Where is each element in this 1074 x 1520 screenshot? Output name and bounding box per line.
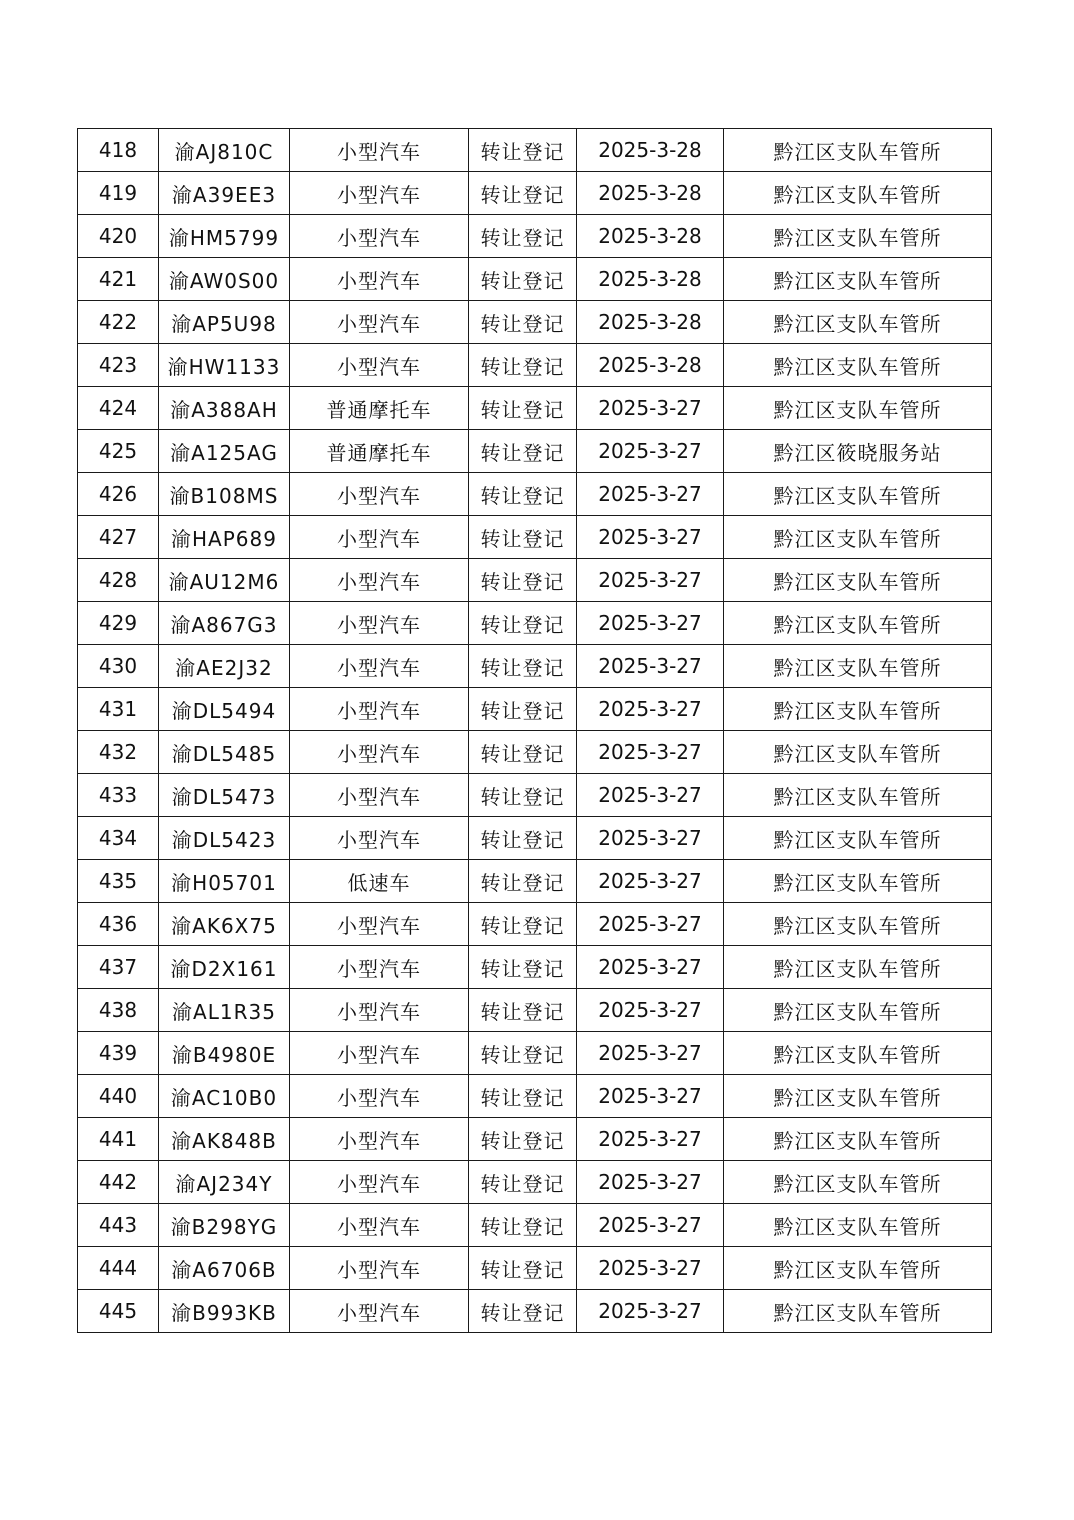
cell-plate-number: 渝A867G3 bbox=[159, 602, 290, 645]
cell-vehicle-type: 小型汽车 bbox=[290, 989, 469, 1032]
vehicle-transfer-table bbox=[77, 128, 992, 1333]
cell-plate-number: 渝DL5473 bbox=[159, 774, 290, 817]
cell-serial-number: 420 bbox=[78, 215, 159, 258]
cell-vehicle-type: 小型汽车 bbox=[290, 1075, 469, 1118]
cell-serial-number: 444 bbox=[78, 1247, 159, 1290]
cell-office: 黔江区支队车管所 bbox=[724, 1290, 992, 1333]
table-row bbox=[78, 1290, 992, 1333]
table-row bbox=[78, 215, 992, 258]
cell-business-type: 转让登记 bbox=[469, 258, 577, 301]
table-row bbox=[78, 1204, 992, 1247]
cell-plate-number: 渝D2X161 bbox=[159, 946, 290, 989]
cell-date: 2025-3-27 bbox=[577, 1290, 724, 1333]
cell-serial-number: 432 bbox=[78, 731, 159, 774]
cell-vehicle-type: 小型汽车 bbox=[290, 688, 469, 731]
cell-business-type: 转让登记 bbox=[469, 172, 577, 215]
cell-plate-number: 渝AK848B bbox=[159, 1118, 290, 1161]
cell-vehicle-type: 小型汽车 bbox=[290, 1032, 469, 1075]
cell-vehicle-type: 小型汽车 bbox=[290, 559, 469, 602]
table-row bbox=[78, 1118, 992, 1161]
cell-office: 黔江区支队车管所 bbox=[724, 946, 992, 989]
table-row bbox=[78, 1247, 992, 1290]
cell-serial-number: 443 bbox=[78, 1204, 159, 1247]
table-row bbox=[78, 258, 992, 301]
cell-office: 黔江区支队车管所 bbox=[724, 903, 992, 946]
cell-business-type: 转让登记 bbox=[469, 344, 577, 387]
cell-date: 2025-3-27 bbox=[577, 430, 724, 473]
table-row bbox=[78, 731, 992, 774]
cell-vehicle-type: 小型汽车 bbox=[290, 602, 469, 645]
cell-vehicle-type: 小型汽车 bbox=[290, 258, 469, 301]
cell-date: 2025-3-28 bbox=[577, 172, 724, 215]
cell-date: 2025-3-27 bbox=[577, 1118, 724, 1161]
table-row bbox=[78, 1075, 992, 1118]
cell-plate-number: 渝A39EE3 bbox=[159, 172, 290, 215]
cell-vehicle-type: 低速车 bbox=[290, 860, 469, 903]
table-row bbox=[78, 1161, 992, 1204]
table-body bbox=[78, 129, 992, 1333]
cell-business-type: 转让登记 bbox=[469, 817, 577, 860]
table-row bbox=[78, 602, 992, 645]
cell-serial-number: 429 bbox=[78, 602, 159, 645]
cell-date: 2025-3-27 bbox=[577, 516, 724, 559]
cell-business-type: 转让登记 bbox=[469, 860, 577, 903]
cell-serial-number: 418 bbox=[78, 129, 159, 172]
cell-business-type: 转让登记 bbox=[469, 645, 577, 688]
cell-vehicle-type: 普通摩托车 bbox=[290, 430, 469, 473]
cell-business-type: 转让登记 bbox=[469, 1161, 577, 1204]
cell-office: 黔江区支队车管所 bbox=[724, 559, 992, 602]
cell-date: 2025-3-27 bbox=[577, 903, 724, 946]
cell-vehicle-type: 小型汽车 bbox=[290, 817, 469, 860]
cell-vehicle-type: 小型汽车 bbox=[290, 1247, 469, 1290]
cell-date: 2025-3-27 bbox=[577, 860, 724, 903]
cell-date: 2025-3-28 bbox=[577, 344, 724, 387]
cell-serial-number: 439 bbox=[78, 1032, 159, 1075]
cell-plate-number: 渝B298YG bbox=[159, 1204, 290, 1247]
cell-office: 黔江区支队车管所 bbox=[724, 731, 992, 774]
cell-business-type: 转让登记 bbox=[469, 989, 577, 1032]
cell-plate-number: 渝AJ234Y bbox=[159, 1161, 290, 1204]
cell-vehicle-type: 小型汽车 bbox=[290, 473, 469, 516]
table-row bbox=[78, 1032, 992, 1075]
cell-serial-number: 421 bbox=[78, 258, 159, 301]
cell-office: 黔江区支队车管所 bbox=[724, 516, 992, 559]
cell-serial-number: 431 bbox=[78, 688, 159, 731]
cell-plate-number: 渝AU12M6 bbox=[159, 559, 290, 602]
cell-vehicle-type: 小型汽车 bbox=[290, 1161, 469, 1204]
cell-business-type: 转让登记 bbox=[469, 946, 577, 989]
cell-date: 2025-3-28 bbox=[577, 301, 724, 344]
cell-business-type: 转让登记 bbox=[469, 473, 577, 516]
cell-serial-number: 445 bbox=[78, 1290, 159, 1333]
cell-business-type: 转让登记 bbox=[469, 903, 577, 946]
cell-plate-number: 渝DL5494 bbox=[159, 688, 290, 731]
cell-vehicle-type: 小型汽车 bbox=[290, 645, 469, 688]
cell-plate-number: 渝AE2J32 bbox=[159, 645, 290, 688]
cell-plate-number: 渝AP5U98 bbox=[159, 301, 290, 344]
cell-date: 2025-3-27 bbox=[577, 946, 724, 989]
cell-date: 2025-3-27 bbox=[577, 1032, 724, 1075]
table-row bbox=[78, 860, 992, 903]
cell-date: 2025-3-27 bbox=[577, 1161, 724, 1204]
cell-office: 黔江区支队车管所 bbox=[724, 1118, 992, 1161]
cell-office: 黔江区支队车管所 bbox=[724, 129, 992, 172]
cell-date: 2025-3-27 bbox=[577, 774, 724, 817]
cell-serial-number: 437 bbox=[78, 946, 159, 989]
table-row bbox=[78, 903, 992, 946]
cell-serial-number: 424 bbox=[78, 387, 159, 430]
cell-business-type: 转让登记 bbox=[469, 387, 577, 430]
cell-serial-number: 435 bbox=[78, 860, 159, 903]
cell-business-type: 转让登记 bbox=[469, 731, 577, 774]
cell-plate-number: 渝AL1R35 bbox=[159, 989, 290, 1032]
table-row bbox=[78, 473, 992, 516]
cell-business-type: 转让登记 bbox=[469, 602, 577, 645]
cell-date: 2025-3-27 bbox=[577, 1075, 724, 1118]
cell-office: 黔江区支队车管所 bbox=[724, 989, 992, 1032]
cell-plate-number: 渝A6706B bbox=[159, 1247, 290, 1290]
cell-business-type: 转让登记 bbox=[469, 559, 577, 602]
cell-serial-number: 422 bbox=[78, 301, 159, 344]
cell-business-type: 转让登记 bbox=[469, 516, 577, 559]
cell-plate-number: 渝AW0S00 bbox=[159, 258, 290, 301]
cell-office: 黔江区支队车管所 bbox=[724, 258, 992, 301]
cell-serial-number: 438 bbox=[78, 989, 159, 1032]
cell-vehicle-type: 小型汽车 bbox=[290, 946, 469, 989]
cell-business-type: 转让登记 bbox=[469, 1204, 577, 1247]
cell-serial-number: 423 bbox=[78, 344, 159, 387]
cell-office: 黔江区支队车管所 bbox=[724, 473, 992, 516]
cell-vehicle-type: 小型汽车 bbox=[290, 903, 469, 946]
table-row bbox=[78, 516, 992, 559]
cell-office: 黔江区支队车管所 bbox=[724, 215, 992, 258]
cell-office: 黔江区支队车管所 bbox=[724, 774, 992, 817]
cell-serial-number: 436 bbox=[78, 903, 159, 946]
cell-office: 黔江区支队车管所 bbox=[724, 387, 992, 430]
table-row bbox=[78, 817, 992, 860]
cell-business-type: 转让登记 bbox=[469, 774, 577, 817]
cell-date: 2025-3-27 bbox=[577, 559, 724, 602]
cell-serial-number: 441 bbox=[78, 1118, 159, 1161]
cell-business-type: 转让登记 bbox=[469, 215, 577, 258]
cell-serial-number: 442 bbox=[78, 1161, 159, 1204]
table-row bbox=[78, 774, 992, 817]
table-row bbox=[78, 129, 992, 172]
cell-vehicle-type: 普通摩托车 bbox=[290, 387, 469, 430]
cell-date: 2025-3-27 bbox=[577, 387, 724, 430]
cell-plate-number: 渝DL5423 bbox=[159, 817, 290, 860]
cell-plate-number: 渝AK6X75 bbox=[159, 903, 290, 946]
cell-date: 2025-3-27 bbox=[577, 602, 724, 645]
cell-vehicle-type: 小型汽车 bbox=[290, 301, 469, 344]
cell-date: 2025-3-27 bbox=[577, 1204, 724, 1247]
table-row bbox=[78, 430, 992, 473]
cell-office: 黔江区支队车管所 bbox=[724, 688, 992, 731]
cell-plate-number: 渝H05701 bbox=[159, 860, 290, 903]
cell-vehicle-type: 小型汽车 bbox=[290, 1290, 469, 1333]
cell-office: 黔江区支队车管所 bbox=[724, 1247, 992, 1290]
cell-office: 黔江区支队车管所 bbox=[724, 301, 992, 344]
table-row bbox=[78, 989, 992, 1032]
cell-business-type: 转让登记 bbox=[469, 1247, 577, 1290]
cell-business-type: 转让登记 bbox=[469, 688, 577, 731]
cell-business-type: 转让登记 bbox=[469, 1118, 577, 1161]
table-row bbox=[78, 387, 992, 430]
cell-date: 2025-3-27 bbox=[577, 688, 724, 731]
cell-office: 黔江区筱晓服务站 bbox=[724, 430, 992, 473]
cell-serial-number: 425 bbox=[78, 430, 159, 473]
cell-office: 黔江区支队车管所 bbox=[724, 1161, 992, 1204]
cell-plate-number: 渝A388AH bbox=[159, 387, 290, 430]
cell-office: 黔江区支队车管所 bbox=[724, 172, 992, 215]
cell-plate-number: 渝B4980E bbox=[159, 1032, 290, 1075]
cell-plate-number: 渝AJ810C bbox=[159, 129, 290, 172]
cell-office: 黔江区支队车管所 bbox=[724, 817, 992, 860]
cell-plate-number: 渝HW1133 bbox=[159, 344, 290, 387]
cell-vehicle-type: 小型汽车 bbox=[290, 129, 469, 172]
cell-business-type: 转让登记 bbox=[469, 301, 577, 344]
cell-business-type: 转让登记 bbox=[469, 129, 577, 172]
cell-business-type: 转让登记 bbox=[469, 1290, 577, 1333]
cell-office: 黔江区支队车管所 bbox=[724, 1032, 992, 1075]
cell-serial-number: 433 bbox=[78, 774, 159, 817]
cell-office: 黔江区支队车管所 bbox=[724, 344, 992, 387]
cell-vehicle-type: 小型汽车 bbox=[290, 774, 469, 817]
table-row bbox=[78, 559, 992, 602]
cell-plate-number: 渝A125AG bbox=[159, 430, 290, 473]
cell-vehicle-type: 小型汽车 bbox=[290, 516, 469, 559]
cell-vehicle-type: 小型汽车 bbox=[290, 1118, 469, 1161]
cell-serial-number: 430 bbox=[78, 645, 159, 688]
cell-plate-number: 渝DL5485 bbox=[159, 731, 290, 774]
cell-vehicle-type: 小型汽车 bbox=[290, 1204, 469, 1247]
cell-serial-number: 426 bbox=[78, 473, 159, 516]
cell-date: 2025-3-27 bbox=[577, 473, 724, 516]
cell-date: 2025-3-28 bbox=[577, 129, 724, 172]
table-row bbox=[78, 645, 992, 688]
cell-business-type: 转让登记 bbox=[469, 1032, 577, 1075]
table-row bbox=[78, 172, 992, 215]
cell-vehicle-type: 小型汽车 bbox=[290, 215, 469, 258]
cell-plate-number: 渝HM5799 bbox=[159, 215, 290, 258]
cell-vehicle-type: 小型汽车 bbox=[290, 172, 469, 215]
cell-serial-number: 428 bbox=[78, 559, 159, 602]
cell-serial-number: 440 bbox=[78, 1075, 159, 1118]
cell-date: 2025-3-27 bbox=[577, 645, 724, 688]
cell-serial-number: 434 bbox=[78, 817, 159, 860]
cell-office: 黔江区支队车管所 bbox=[724, 1204, 992, 1247]
cell-plate-number: 渝B993KB bbox=[159, 1290, 290, 1333]
cell-business-type: 转让登记 bbox=[469, 430, 577, 473]
table-row bbox=[78, 344, 992, 387]
table-row bbox=[78, 688, 992, 731]
cell-vehicle-type: 小型汽车 bbox=[290, 344, 469, 387]
cell-date: 2025-3-28 bbox=[577, 258, 724, 301]
cell-office: 黔江区支队车管所 bbox=[724, 1075, 992, 1118]
table-row bbox=[78, 946, 992, 989]
cell-date: 2025-3-27 bbox=[577, 1247, 724, 1290]
cell-date: 2025-3-28 bbox=[577, 215, 724, 258]
cell-serial-number: 427 bbox=[78, 516, 159, 559]
cell-date: 2025-3-27 bbox=[577, 731, 724, 774]
cell-office: 黔江区支队车管所 bbox=[724, 602, 992, 645]
cell-serial-number: 419 bbox=[78, 172, 159, 215]
cell-plate-number: 渝B108MS bbox=[159, 473, 290, 516]
cell-office: 黔江区支队车管所 bbox=[724, 645, 992, 688]
cell-office: 黔江区支队车管所 bbox=[724, 860, 992, 903]
cell-date: 2025-3-27 bbox=[577, 989, 724, 1032]
cell-business-type: 转让登记 bbox=[469, 1075, 577, 1118]
cell-plate-number: 渝HAP689 bbox=[159, 516, 290, 559]
cell-plate-number: 渝AC10B0 bbox=[159, 1075, 290, 1118]
cell-vehicle-type: 小型汽车 bbox=[290, 731, 469, 774]
table-row bbox=[78, 301, 992, 344]
cell-date: 2025-3-27 bbox=[577, 817, 724, 860]
